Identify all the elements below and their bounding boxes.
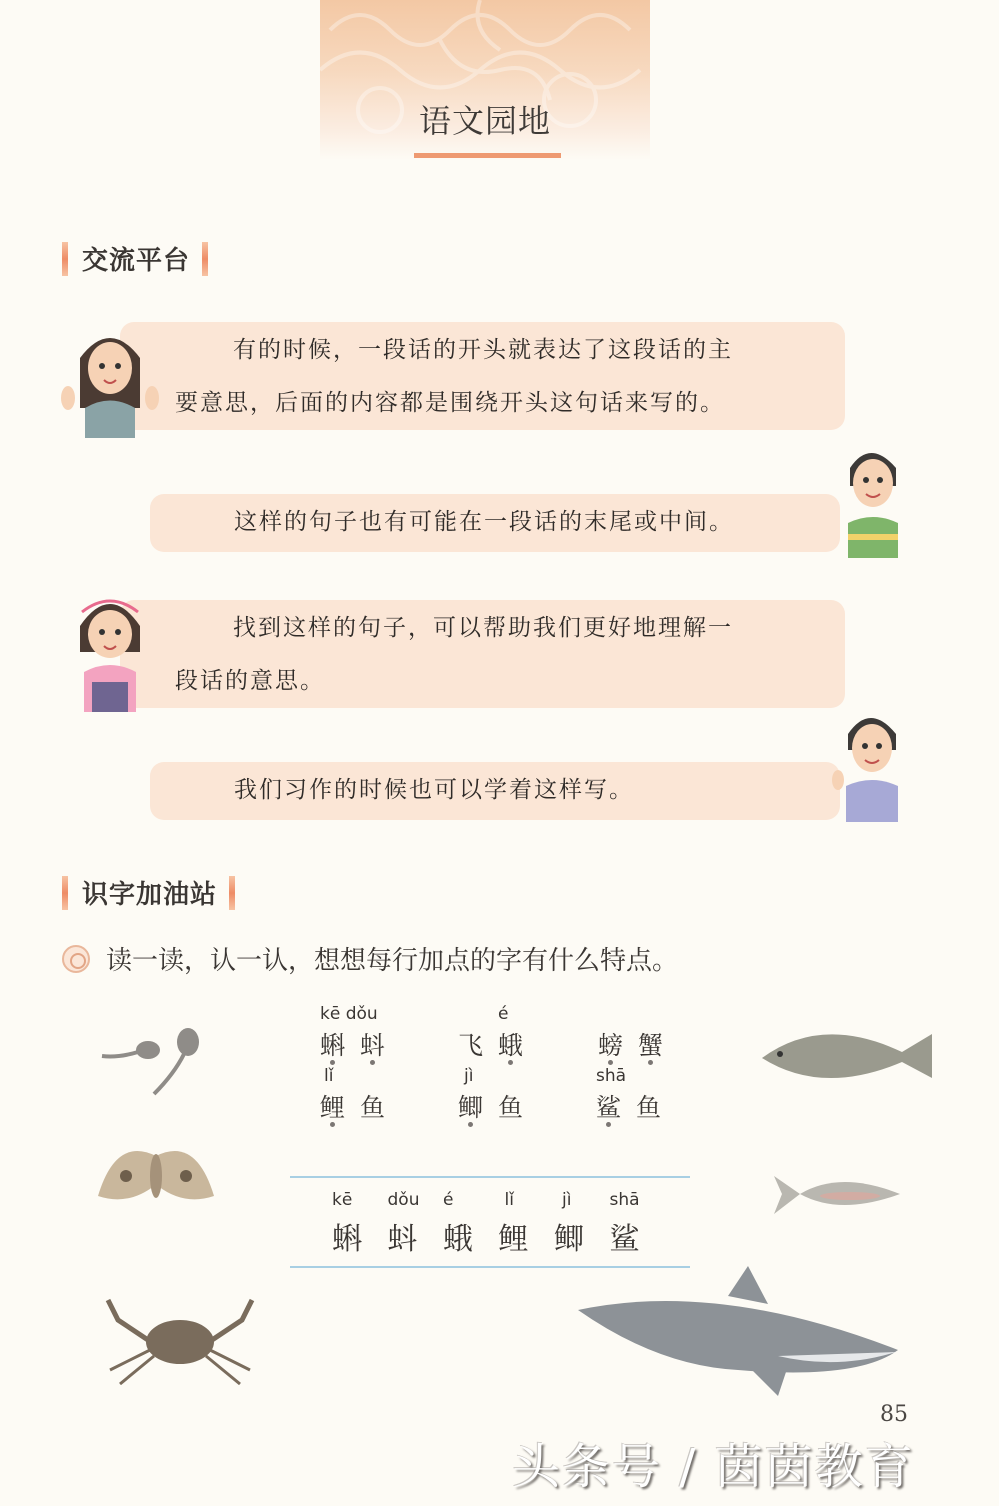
char: 鱼 (360, 1093, 386, 1122)
section-heading-exchange (62, 240, 208, 277)
new-char (554, 1190, 610, 1258)
heading-bar-right (229, 876, 235, 910)
page-number: 85 (880, 1402, 908, 1427)
char: 蚪 (387, 1222, 418, 1257)
new-characters-row (332, 1190, 665, 1258)
watermark: 头条号 / 茵茵教育 (512, 1439, 915, 1495)
pinyin: é (443, 1190, 454, 1210)
char: 鲫 (554, 1222, 584, 1257)
dotted-char: 蛾 (498, 1026, 538, 1062)
speech-bubble-3 (120, 600, 845, 708)
new-char (499, 1190, 555, 1258)
carp-icon (752, 1018, 937, 1090)
crucian-carp-icon (770, 1170, 910, 1220)
dotted-char: 蟹 (638, 1026, 678, 1062)
crab-icon (98, 1290, 263, 1385)
dotted-char: 鲫 (458, 1088, 498, 1124)
instruction-line (62, 940, 678, 977)
bubble-line: 这样的句子也有可能在一段话的末尾或中间。 (234, 509, 734, 535)
tadpoles-icon (100, 1020, 210, 1100)
char: 鱼 (636, 1093, 662, 1122)
word-carp (320, 1066, 400, 1124)
section-heading-literacy (62, 874, 235, 911)
dotted-char: 鲤 (320, 1088, 360, 1124)
bubble-line: 我们习作的时候也可以学着这样写。 (234, 777, 634, 803)
char: 鲤 (498, 1222, 529, 1257)
moth-icon (96, 1136, 216, 1216)
section-heading-label: 识字加油站 (82, 880, 218, 910)
bubble-line: 要意思，后面的内容都是围绕开头这句话来写的。 (175, 390, 725, 416)
new-char (332, 1190, 388, 1258)
girl-avatar-icon (66, 586, 156, 712)
pinyin: kē dǒu (320, 1004, 378, 1024)
box-top-line (290, 1176, 690, 1178)
pinyin (598, 1004, 678, 1026)
bubble-line: 有的时候，一段话的开头就表达了这段话的主 (233, 337, 733, 363)
boy-avatar-icon (838, 438, 908, 558)
speech-bubble-2 (150, 494, 840, 552)
pinyin: lǐ (324, 1066, 334, 1086)
word-moth (458, 1004, 538, 1062)
bubble-line: 段话的意思。 (175, 668, 325, 694)
char: 飞 (458, 1031, 484, 1060)
char: 蛾 (443, 1222, 473, 1257)
boy-avatar-icon (830, 702, 910, 822)
char: 蝌 (332, 1222, 362, 1257)
girl-illustration-1 (60, 318, 160, 438)
heading-bar-left (62, 242, 68, 276)
word-crucian-carp (458, 1066, 538, 1124)
dotted-char: 鲨 (596, 1088, 636, 1124)
char: 鱼 (498, 1093, 524, 1122)
word-shark (596, 1066, 676, 1124)
dotted-char: 蚪 (360, 1026, 400, 1062)
instruction-text: 读一读，认一认，想想每行加点的字有什么特点。 (106, 946, 679, 976)
dotted-char: 螃 (598, 1026, 638, 1062)
speech-bubble-1 (120, 322, 845, 430)
boy-illustration-2 (830, 702, 910, 822)
new-char (443, 1190, 499, 1258)
word-tadpole (320, 1004, 400, 1062)
dotted-char: 蝌 (320, 1026, 360, 1062)
shark-icon (578, 1266, 908, 1396)
new-char (388, 1190, 444, 1258)
girl-avatar-icon (60, 318, 160, 438)
word-crab (598, 1004, 678, 1062)
section-heading-label: 交流平台 (82, 246, 191, 276)
pinyin: kē (332, 1190, 353, 1210)
seal-icon (62, 945, 90, 973)
new-char (610, 1190, 666, 1258)
pinyin: lǐ (504, 1190, 514, 1210)
speech-bubble-4 (150, 762, 840, 820)
boy-illustration-1 (838, 438, 908, 558)
heading-bar-right (202, 242, 208, 276)
title-underline (414, 153, 561, 158)
bubble-line: 找到这样的句子，可以帮助我们更好地理解一 (233, 615, 733, 641)
pinyin: jì (464, 1066, 474, 1086)
page-title: 语文园地 (418, 102, 551, 140)
pinyin: dǒu (387, 1190, 420, 1210)
pinyin: shā (596, 1066, 627, 1086)
pinyin: jì (562, 1190, 572, 1210)
pinyin: é (498, 1004, 509, 1024)
girl-illustration-2 (66, 586, 156, 712)
pinyin: shā (609, 1190, 640, 1210)
char: 鲨 (609, 1222, 640, 1257)
heading-bar-left (62, 876, 68, 910)
